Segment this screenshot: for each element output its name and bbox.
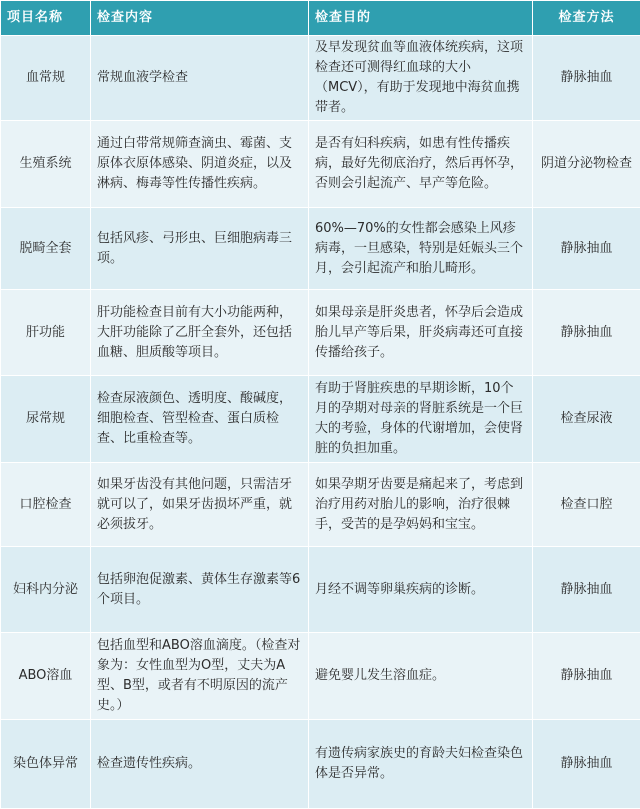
row-purpose: 有遗传病家族史的育龄夫妇检查染色体是否异常。 bbox=[309, 720, 533, 809]
row-content: 包括血型和ABO溶血滴度。（检查对象为：女性血型为O型，丈夫为A型、B型，或者有不明原因的流产史。） bbox=[91, 633, 309, 720]
header-method: 检查方法 bbox=[533, 1, 640, 36]
row-content: 常规血液学检查 bbox=[91, 36, 309, 121]
row-purpose: 有助于肾脏疾患的早期诊断，10个月的孕期对母亲的肾脏系统是一个巨大的考验，身体的代谢增加，会使肾脏的负担加重。 bbox=[309, 376, 533, 463]
row-purpose: 是否有妇科疾病，如患有性传播疾病，最好先彻底治疗，然后再怀孕，否则会引起流产、早产等危险。 bbox=[309, 121, 533, 208]
row-item-name: 尿常规 bbox=[1, 376, 91, 463]
row-item-name: 血常规 bbox=[1, 36, 91, 121]
table-row bbox=[1, 208, 640, 290]
row-content: 包括风疹、弓形虫、巨细胞病毒三项。 bbox=[91, 208, 309, 290]
row-item-name: 生殖系统 bbox=[1, 121, 91, 208]
header-content: 检查内容 bbox=[91, 1, 309, 36]
row-purpose: 如果孕期牙齿要是痛起来了，考虑到治疗用药对胎儿的影响，治疗很棘手，受苦的是孕妈妈和宝宝。 bbox=[309, 463, 533, 547]
row-method: 阴道分泌物检查 bbox=[533, 121, 640, 208]
row-item-name: 妇科内分泌 bbox=[1, 547, 91, 633]
row-purpose: 避免婴儿发生溶血症。 bbox=[309, 633, 533, 720]
table-row bbox=[1, 463, 640, 547]
table-header bbox=[1, 1, 640, 36]
row-method: 静脉抽血 bbox=[533, 290, 640, 376]
row-purpose: 60%—70%的女性都会感染上风疹病毒，一旦感染，特别是妊娠头三个月，会引起流产和胎儿畸形。 bbox=[309, 208, 533, 290]
table-row bbox=[1, 547, 640, 633]
table-row bbox=[1, 121, 640, 208]
row-purpose: 如果母亲是肝炎患者，怀孕后会造成胎儿早产等后果，肝炎病毒还可直接传播给孩子。 bbox=[309, 290, 533, 376]
row-item-name: 脱畸全套 bbox=[1, 208, 91, 290]
row-purpose: 月经不调等卵巢疾病的诊断。 bbox=[309, 547, 533, 633]
row-item-name: ABO溶血 bbox=[1, 633, 91, 720]
table-row bbox=[1, 290, 640, 376]
row-method: 静脉抽血 bbox=[533, 720, 640, 809]
table-row bbox=[1, 36, 640, 121]
row-content: 包括卵泡促激素、黄体生存激素等6个项目。 bbox=[91, 547, 309, 633]
row-content: 检查遗传性疾病。 bbox=[91, 720, 309, 809]
row-content: 如果牙齿没有其他问题，只需洁牙就可以了，如果牙齿损坏严重，就必须拔牙。 bbox=[91, 463, 309, 547]
row-purpose: 及早发现贫血等血液体统疾病，这项检查还可测得红血球的大小（MCV），有助于发现地中海贫血携带者。 bbox=[309, 36, 533, 121]
row-content: 肝功能检查目前有大小功能两种，大肝功能除了乙肝全套外，还包括血糖、胆质酸等项目。 bbox=[91, 290, 309, 376]
row-method: 静脉抽血 bbox=[533, 36, 640, 121]
row-method: 静脉抽血 bbox=[533, 208, 640, 290]
table-row bbox=[1, 720, 640, 809]
table-row bbox=[1, 376, 640, 463]
header-row bbox=[1, 1, 640, 36]
row-method: 静脉抽血 bbox=[533, 547, 640, 633]
row-item-name: 肝功能 bbox=[1, 290, 91, 376]
header-purpose: 检查目的 bbox=[309, 1, 533, 36]
row-content: 通过白带常规筛查滴虫、霉菌、支原体衣原体感染、阴道炎症，以及淋病、梅毒等性传播性疾病。 bbox=[91, 121, 309, 208]
row-method: 静脉抽血 bbox=[533, 633, 640, 720]
row-method: 检查口腔 bbox=[533, 463, 640, 547]
table-body bbox=[1, 36, 640, 809]
table-row bbox=[1, 633, 640, 720]
row-item-name: 口腔检查 bbox=[1, 463, 91, 547]
row-item-name: 染色体异常 bbox=[1, 720, 91, 809]
row-content: 检查尿液颜色、透明度、酸碱度，细胞检查、管型检查、蛋白质检查、比重检查等。 bbox=[91, 376, 309, 463]
row-method: 检查尿液 bbox=[533, 376, 640, 463]
header-item-name: 项目名称 bbox=[1, 1, 91, 36]
